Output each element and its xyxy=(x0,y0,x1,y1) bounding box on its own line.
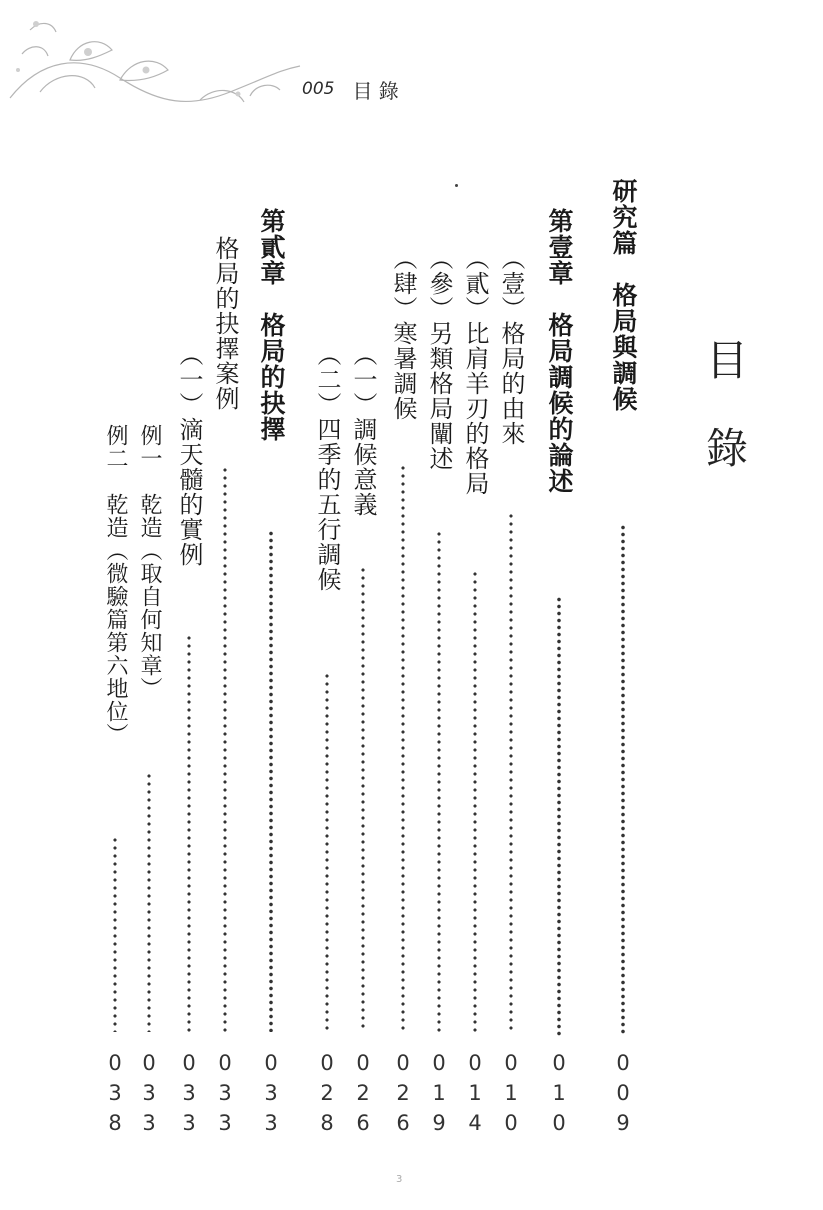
toc-leader-dots xyxy=(473,570,477,1032)
toc-leader-dots xyxy=(269,530,273,1032)
toc-entry-title: （一）滴天髓的實例 xyxy=(175,342,203,567)
page-title: 目錄 xyxy=(700,338,749,514)
toc-leader-dots xyxy=(187,634,191,1032)
toc-entry[interactable] xyxy=(98,0,132,1210)
toc-entry[interactable] xyxy=(172,0,206,1210)
toc-leader-dots xyxy=(325,672,329,1032)
toc-entry[interactable] xyxy=(458,0,492,1210)
toc-entry-page: 0 2 6 xyxy=(356,1051,370,1135)
toc-leader-dots xyxy=(113,836,117,1032)
toc-entry-page: 0 1 0 xyxy=(552,1051,566,1135)
toc-entry-page: 0 3 8 xyxy=(108,1051,122,1135)
header-section-title: 目 錄 xyxy=(352,78,399,103)
toc-entry-title: （貳）比肩羊刃的格局 xyxy=(461,246,489,496)
toc-leader-dots xyxy=(401,464,405,1032)
toc-entry[interactable] xyxy=(386,0,420,1210)
toc-entry[interactable] xyxy=(132,0,166,1210)
toc-entry-page: 0 2 6 xyxy=(396,1051,410,1135)
toc-entry-page: 0 1 4 xyxy=(468,1051,482,1135)
toc-entry-page: 0 1 9 xyxy=(432,1051,446,1135)
toc-entry-title: 研究篇 格局與調候 xyxy=(609,178,638,412)
toc-entry-page: 0 3 3 xyxy=(264,1051,278,1135)
toc-entry-page: 0 3 3 xyxy=(218,1051,232,1135)
toc-entry[interactable] xyxy=(494,0,528,1210)
toc-entry-page: 0 3 3 xyxy=(142,1051,156,1135)
toc-leader-dots xyxy=(557,596,561,1036)
toc-entry[interactable] xyxy=(208,0,242,1210)
footer-mark: 3 xyxy=(396,1174,403,1185)
toc-leader-dots xyxy=(223,466,227,1032)
toc-entry-title: 例一 乾造（取自何知章） xyxy=(137,424,162,700)
toc-leader-dots xyxy=(509,512,513,1032)
toc-leader-dots xyxy=(437,530,441,1032)
toc-entry-page: 0 1 0 xyxy=(504,1051,518,1135)
toc-entry[interactable] xyxy=(422,0,456,1210)
toc-entry-page: 0 2 8 xyxy=(320,1051,334,1135)
toc-entry-title: （參）另類格局闡述 xyxy=(425,246,453,471)
toc-entry[interactable] xyxy=(254,0,288,1210)
toc-entry-page: 0 0 9 xyxy=(616,1051,630,1135)
toc-entry-title: （二）四季的五行調候 xyxy=(313,342,341,592)
toc-entry[interactable] xyxy=(310,0,344,1210)
toc-entry[interactable] xyxy=(606,0,640,1210)
toc-entry-title: 第貳章 格局的抉擇 xyxy=(257,208,286,442)
toc-entry-title: 例二 乾造（微驗篇第六地位） xyxy=(103,424,128,746)
toc-entry-title: （一）調候意義 xyxy=(349,342,377,517)
toc-entry-title: （壹）格局的由來 xyxy=(497,246,525,446)
toc-entry-title: 第壹章 格局調候的論述 xyxy=(545,208,574,494)
toc-leader-dots xyxy=(621,524,625,1036)
header-page-number: 005 xyxy=(302,79,335,99)
toc-leader-dots xyxy=(147,772,151,1032)
toc-entry-page: 0 3 3 xyxy=(182,1051,196,1135)
toc-entry[interactable] xyxy=(346,0,380,1210)
toc-entry[interactable] xyxy=(542,0,576,1210)
toc-entry-title: （肆）寒暑調候 xyxy=(389,246,417,421)
toc-leader-dots xyxy=(361,566,365,1032)
toc-entry-title: 格局的抉擇案例 xyxy=(211,236,239,411)
